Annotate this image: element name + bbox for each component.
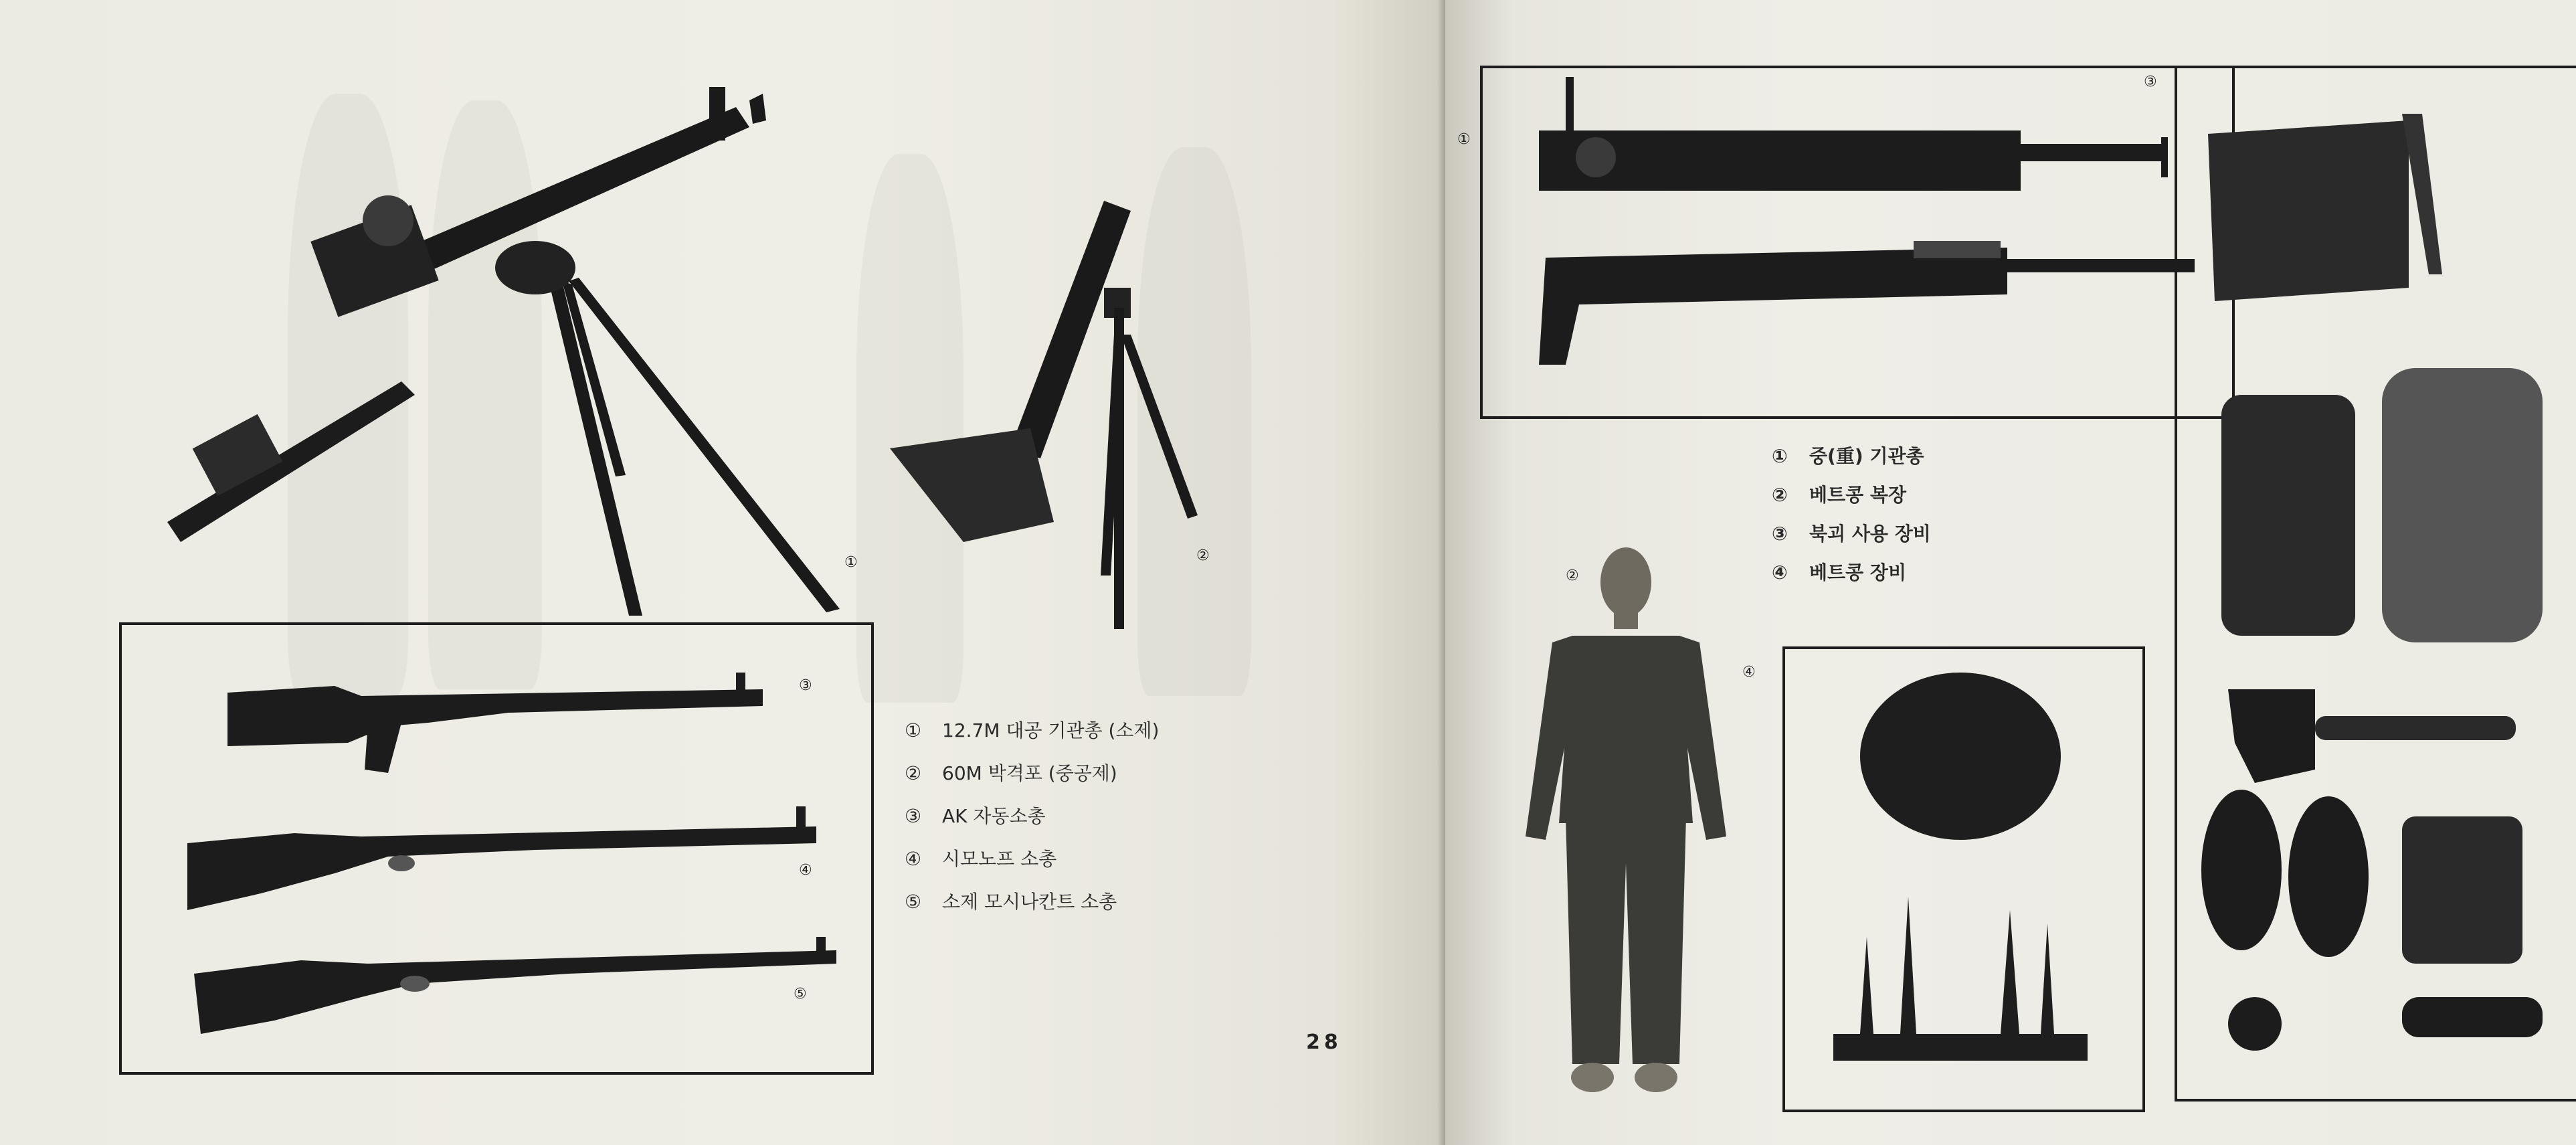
caption-number: ①	[905, 719, 922, 741]
caption-text: 베트콩 장비	[1809, 561, 1906, 584]
caption-item	[1772, 558, 1931, 597]
caption-item	[905, 759, 1159, 802]
figure-marker-2-right: ②	[1566, 567, 1579, 584]
right-caption-list	[1772, 442, 1931, 597]
caption-text: 베트콩 복장	[1809, 484, 1906, 506]
caption-number: ③	[905, 805, 922, 827]
machine-gun-illustration	[161, 80, 856, 616]
caption-number: ④	[905, 848, 922, 870]
figure-marker-4: ④	[799, 862, 812, 879]
page-number: 28	[1306, 1031, 1342, 1054]
figure-marker-4-right: ④	[1742, 664, 1756, 681]
caption-text: 중(重) 기관총	[1809, 445, 1924, 467]
figure-marker-3: ③	[799, 677, 812, 694]
caption-item	[905, 887, 1159, 930]
caption-item	[905, 845, 1159, 887]
caption-number: ④	[1772, 561, 1788, 584]
caption-item	[905, 802, 1159, 845]
caption-number: ②	[1772, 484, 1788, 506]
caption-text: 12.7M 대공 기관총 (소제)	[942, 719, 1160, 741]
figure-marker-1: ①	[844, 554, 858, 571]
equipment-illustration	[2181, 100, 2556, 1077]
caption-text: 60M 박격포 (중공제)	[942, 762, 1117, 784]
caption-number: ①	[1772, 445, 1788, 467]
caption-text: AK 자동소총	[942, 805, 1046, 827]
caption-item	[1772, 442, 1931, 480]
uniform-mannequin-illustration	[1512, 542, 1726, 1104]
figure-marker-3-right: ③	[2144, 74, 2157, 90]
caption-number: ⑤	[905, 891, 922, 913]
mosin-rifle-illustration	[194, 934, 836, 1047]
caption-item	[1772, 480, 1931, 519]
spike-trap-illustration	[1820, 669, 2114, 1084]
mortar-illustration	[883, 201, 1204, 629]
caption-item	[905, 716, 1159, 759]
simonov-rifle-illustration	[187, 800, 816, 913]
ak-rifle-illustration	[227, 659, 763, 773]
heavy-machine-guns-illustration	[1539, 70, 2208, 385]
caption-number: ②	[905, 762, 922, 784]
figure-marker-1-right: ①	[1457, 131, 1471, 148]
right-page	[1445, 0, 2576, 1145]
caption-text: 시모노프 소총	[942, 848, 1057, 870]
caption-text: 북괴 사용 장비	[1809, 523, 1931, 545]
figure-marker-2: ②	[1196, 547, 1210, 564]
caption-text: 소제 모시나칸트 소총	[942, 891, 1117, 913]
caption-item	[1772, 519, 1931, 558]
caption-number: ③	[1772, 523, 1788, 545]
figure-marker-5: ⑤	[794, 986, 807, 1002]
left-caption-list	[905, 716, 1159, 930]
